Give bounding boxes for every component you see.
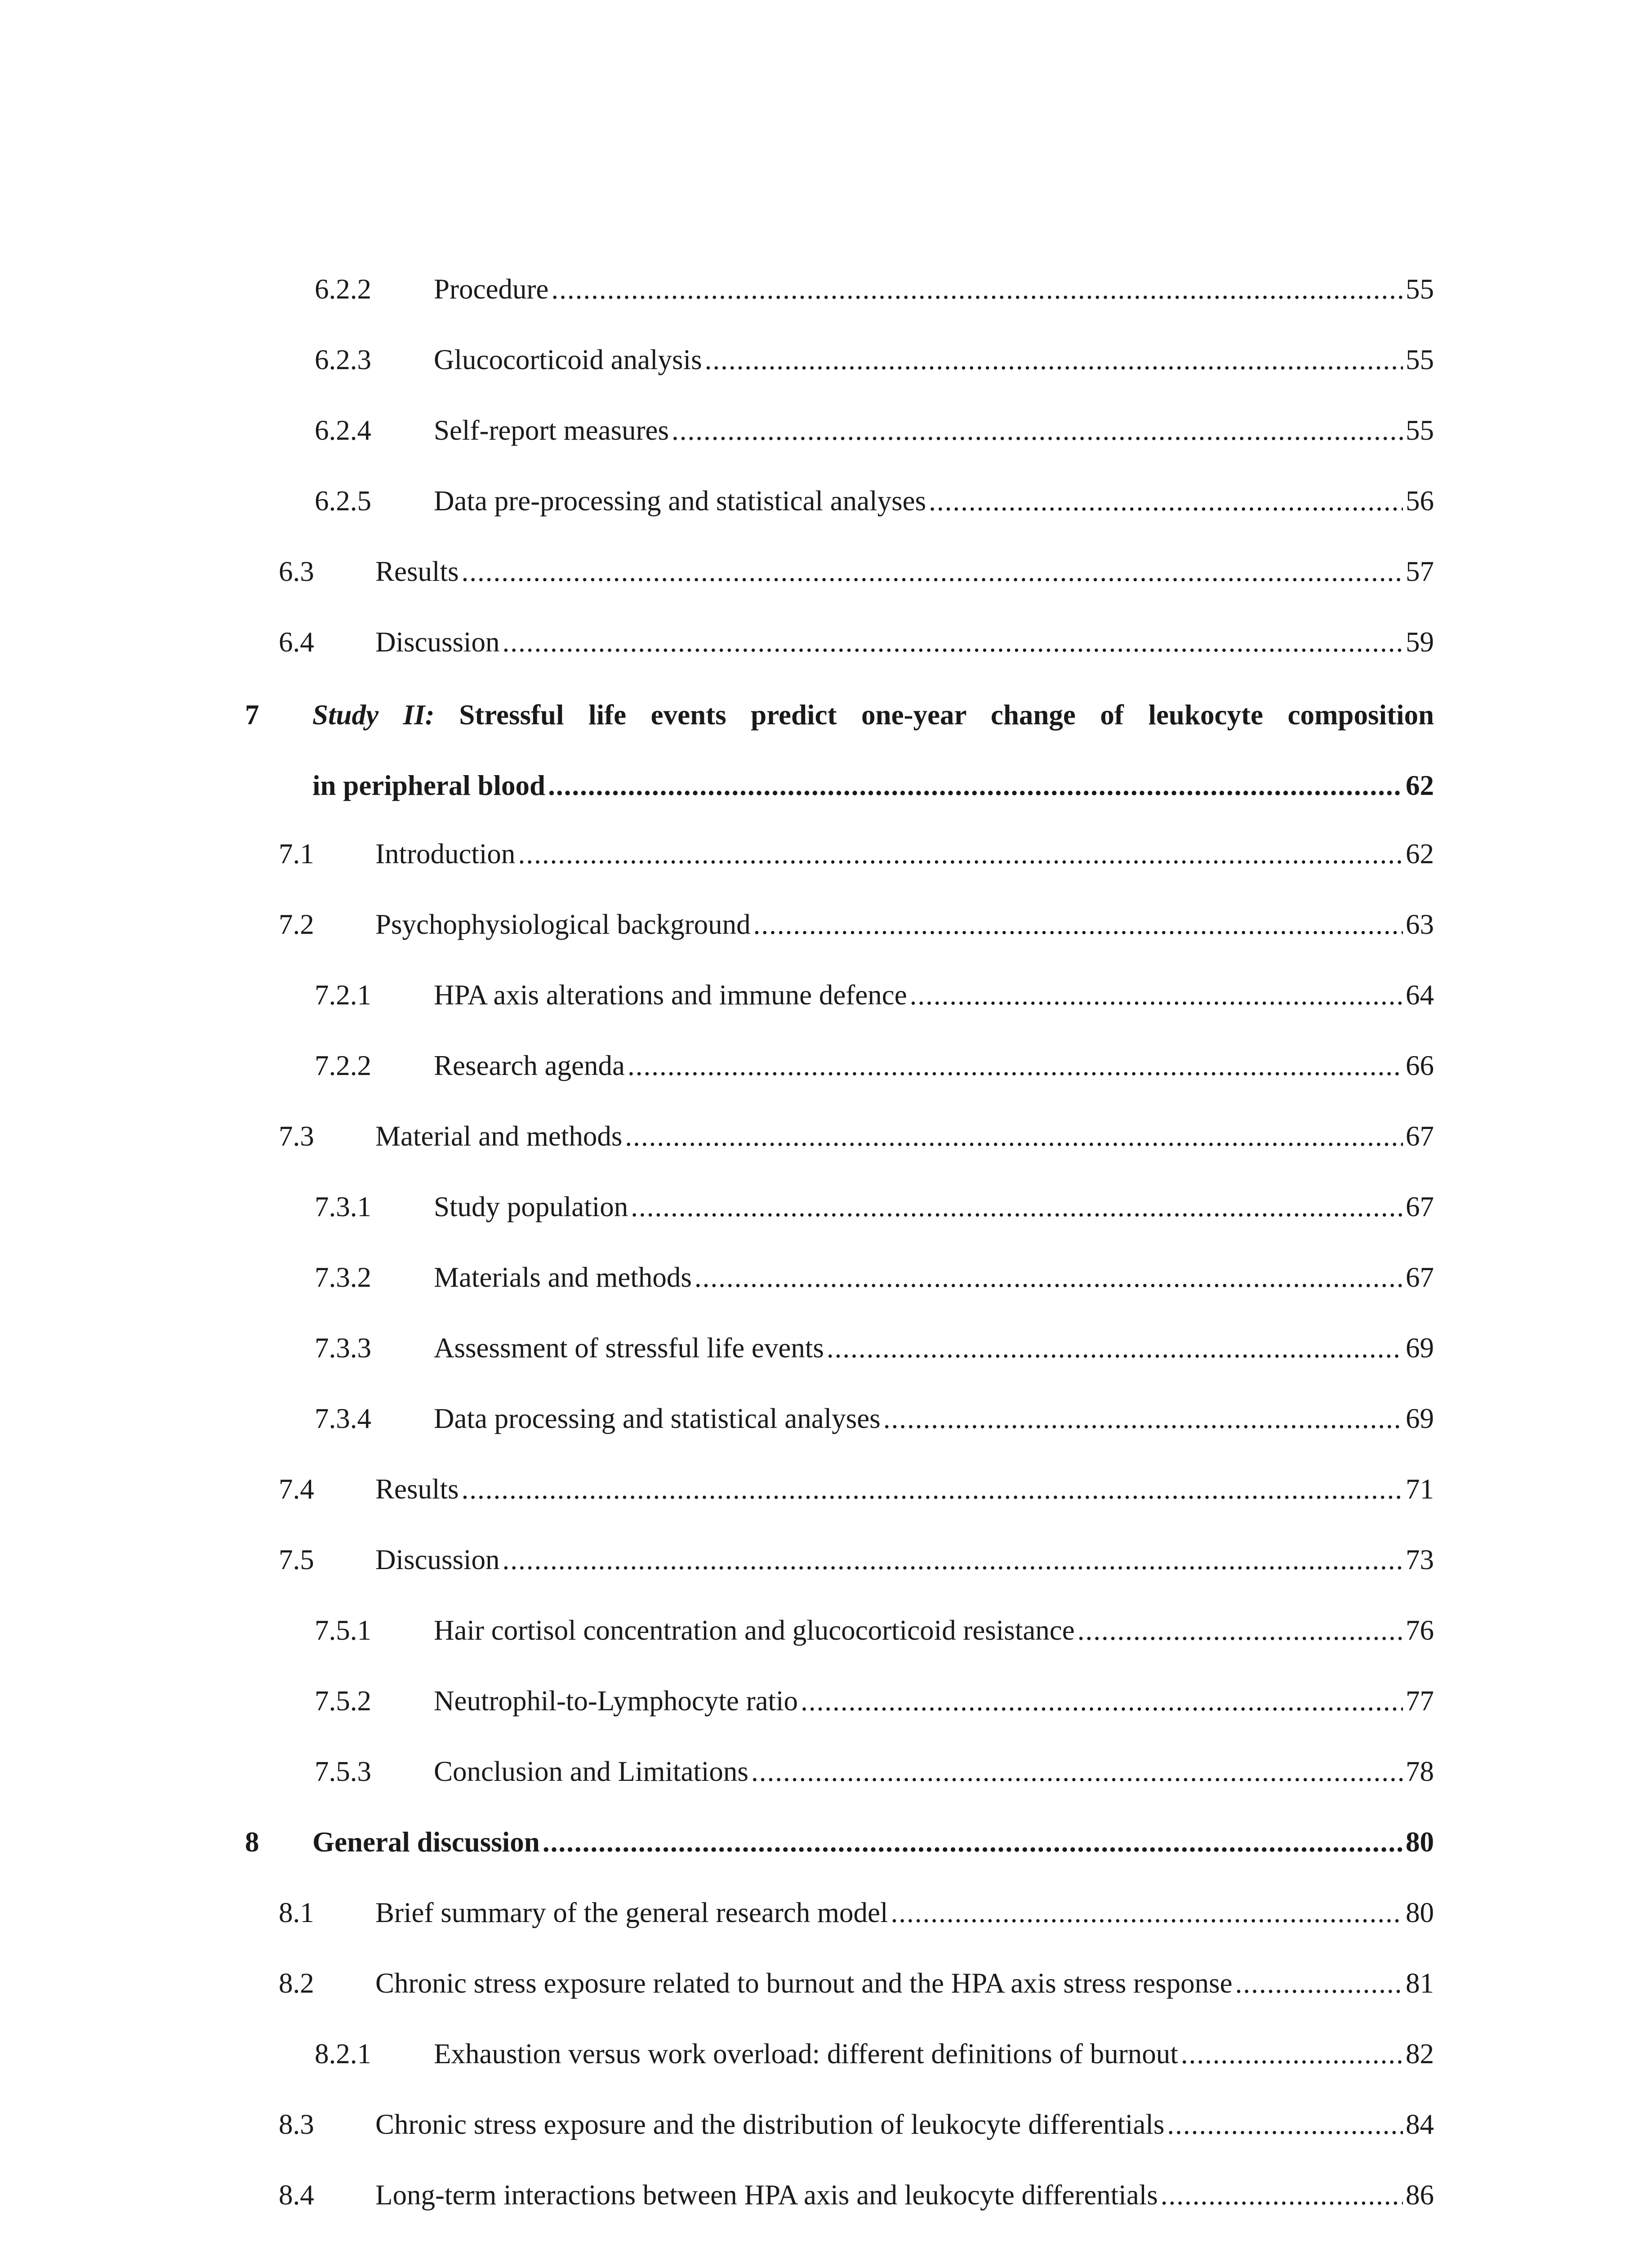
dot-leader: [705, 346, 1403, 374]
toc-chapter-8[interactable]: [245, 1818, 1434, 1889]
toc-entry-title: Exhaustion versus work overload: different definitions of burnout: [434, 2038, 1178, 2070]
toc-entry-title: Self-report measures: [434, 415, 669, 446]
dot-leader: [1167, 2110, 1403, 2139]
toc-entry-7-5-1[interactable]: [245, 1606, 1434, 1677]
toc-entry-page: 71: [1406, 1473, 1434, 1505]
toc-chapter-number: 7: [245, 699, 259, 731]
toc-entry-number: 8.3: [279, 2109, 314, 2140]
dot-leader: [801, 1687, 1403, 1715]
toc-chapter-title-rest: Stressful life events predict one-year change of leukocyte composition: [459, 699, 1434, 731]
toc-entry-number: 7.2: [279, 909, 314, 940]
toc-entry-title: Chronic stress exposure related to burnout and the HPA axis stress response: [375, 1967, 1233, 1999]
toc-entry-7-1[interactable]: [245, 830, 1434, 901]
toc-entry-title: Data pre-processing and statistical analyses: [434, 485, 926, 517]
toc-entry-number: 7.5: [279, 1544, 314, 1575]
toc-entry-title: Conclusion and Limitations: [434, 1756, 748, 1787]
toc-entry-number: 7.2.2: [315, 1050, 371, 1081]
toc-entry-8-2-1[interactable]: [245, 2030, 1434, 2101]
toc-entry-8-1[interactable]: [245, 1889, 1434, 1959]
dot-leader: [910, 981, 1403, 1009]
table-of-contents: [245, 265, 1434, 2242]
toc-entry-number: 8.1: [279, 1897, 314, 1928]
toc-entry-8-3[interactable]: [245, 2101, 1434, 2171]
toc-entry-title: Results: [375, 1473, 459, 1505]
toc-entry-page: 67: [1406, 1262, 1434, 1293]
toc-entry-title: Assessment of stressful life events: [434, 1332, 824, 1364]
dot-leader: [695, 1263, 1403, 1292]
dot-leader: [631, 1193, 1403, 1221]
toc-entry-number: 7.1: [279, 838, 314, 870]
toc-entry-7-2-2[interactable]: [245, 1042, 1434, 1112]
toc-chapter-page: 80: [1406, 1826, 1434, 1858]
toc-entry-page: 73: [1406, 1544, 1434, 1575]
dot-leader: [462, 1475, 1403, 1503]
toc-entry-7-5-3[interactable]: [245, 1748, 1434, 1818]
toc-entry-title: Materials and methods: [434, 1262, 692, 1293]
toc-entry-number: 7.3.2: [315, 1262, 371, 1293]
toc-entry-page: 69: [1406, 1332, 1434, 1364]
toc-entry-number: 7.3.1: [315, 1191, 371, 1222]
toc-entry-page: 69: [1406, 1403, 1434, 1434]
toc-entry-page: 55: [1406, 344, 1434, 375]
toc-entry-title: HPA axis alterations and immune defence: [434, 979, 907, 1011]
toc-entry-number: 7.3.3: [315, 1332, 371, 1364]
toc-entry-8-4[interactable]: [245, 2171, 1434, 2242]
dot-leader: [1078, 1616, 1403, 1645]
toc-entry-page: 81: [1406, 1967, 1434, 1999]
toc-entry-number: 7.3: [279, 1120, 314, 1152]
toc-entry-title: Psychophysiological background: [375, 909, 751, 940]
toc-chapter-page: 62: [1406, 770, 1434, 801]
toc-entry-number: 7.5.2: [315, 1685, 371, 1717]
toc-entry-7-3-2[interactable]: [245, 1253, 1434, 1324]
toc-entry-number: 7.3.4: [315, 1403, 371, 1434]
toc-entry-6-2-3[interactable]: [245, 336, 1434, 406]
dot-leader: [625, 1122, 1403, 1151]
toc-entry-7-3-4[interactable]: [245, 1395, 1434, 1465]
toc-entry-title: Discussion: [375, 1544, 500, 1575]
dot-leader: [827, 1334, 1403, 1362]
dot-leader: [1235, 1969, 1403, 1998]
toc-entry-number: 6.3: [279, 556, 314, 587]
toc-entry-7-3-1[interactable]: [245, 1183, 1434, 1253]
toc-entry-7-4[interactable]: [245, 1465, 1434, 1536]
toc-entry-page: 76: [1406, 1615, 1434, 1646]
dot-leader: [672, 416, 1403, 445]
toc-entry-page: 86: [1406, 2179, 1434, 2211]
toc-entry-page: 64: [1406, 979, 1434, 1011]
toc-entry-6-2-4[interactable]: [245, 406, 1434, 477]
toc-entry-6-2-2[interactable]: [245, 265, 1434, 336]
toc-entry-number: 6.2.2: [315, 273, 371, 305]
toc-entry-number: 7.2.1: [315, 979, 371, 1011]
toc-entry-6-3[interactable]: [245, 548, 1434, 618]
toc-entry-page: 66: [1406, 1050, 1434, 1081]
dot-leader: [1181, 2040, 1403, 2068]
toc-chapter-title-line2: in peripheral blood: [312, 770, 546, 801]
dot-leader: [503, 1546, 1403, 1574]
dot-leader: [628, 1052, 1403, 1080]
toc-entry-page: 67: [1406, 1191, 1434, 1222]
toc-entry-page: 80: [1406, 1897, 1434, 1928]
dot-leader: [543, 1828, 1403, 1856]
toc-entry-number: 6.2.3: [315, 344, 371, 375]
toc-chapter-title: General discussion: [312, 1826, 540, 1858]
dot-leader: [751, 1757, 1403, 1786]
toc-entry-title: Long-term interactions between HPA axis and leukocyte differentials: [375, 2179, 1158, 2211]
toc-entry-page: 62: [1406, 838, 1434, 870]
toc-entry-page: 84: [1406, 2109, 1434, 2140]
dot-leader: [883, 1405, 1403, 1433]
dot-leader: [503, 628, 1403, 656]
toc-entry-7-5[interactable]: [245, 1536, 1434, 1606]
toc-entry-7-3-3[interactable]: [245, 1324, 1434, 1395]
dot-leader: [753, 910, 1403, 939]
toc-entry-6-2-5[interactable]: [245, 477, 1434, 548]
toc-entry-7-2[interactable]: [245, 901, 1434, 971]
toc-entry-title: Results: [375, 556, 459, 587]
toc-entry-title: Neutrophil-to-Lymphocyte ratio: [434, 1685, 798, 1717]
dot-leader: [462, 558, 1403, 586]
toc-entry-page: 56: [1406, 485, 1434, 517]
toc-entry-page: 55: [1406, 415, 1434, 446]
toc-entry-7-3[interactable]: [245, 1112, 1434, 1183]
dot-leader: [891, 1899, 1403, 1927]
toc-entry-number: 8.4: [279, 2179, 314, 2211]
toc-entry-number: 6.2.5: [315, 485, 371, 517]
toc-entry-page: 55: [1406, 273, 1434, 305]
toc-entry-number: 7.5.1: [315, 1615, 371, 1646]
dot-leader: [518, 840, 1403, 868]
toc-entry-6-4[interactable]: [245, 618, 1434, 689]
toc-entry-7-5-2[interactable]: [245, 1677, 1434, 1748]
toc-entry-page: 82: [1406, 2038, 1434, 2070]
dot-leader: [1161, 2181, 1403, 2209]
toc-entry-title: Introduction: [375, 838, 516, 870]
toc-chapter-title-italic: Study II:: [312, 699, 435, 731]
toc-entry-page: 63: [1406, 909, 1434, 940]
toc-entry-number: 6.2.4: [315, 415, 371, 446]
toc-entry-page: 59: [1406, 626, 1434, 658]
toc-entry-number: 8.2: [279, 1967, 314, 1999]
toc-entry-page: 77: [1406, 1685, 1434, 1717]
toc-entry-7-2-1[interactable]: [245, 971, 1434, 1042]
toc-entry-title: Brief summary of the general research model: [375, 1897, 888, 1928]
toc-chapter-number: 8: [245, 1826, 259, 1858]
toc-entry-title: Procedure: [434, 273, 549, 305]
toc-entry-number: 7.4: [279, 1473, 314, 1505]
toc-entry-title: Glucocorticoid analysis: [434, 344, 702, 375]
dot-leader: [548, 769, 1403, 802]
toc-entry-page: 57: [1406, 556, 1434, 587]
dot-leader: [551, 275, 1403, 303]
toc-entry-title: Data processing and statistical analyses: [434, 1403, 881, 1434]
toc-entry-title: Chronic stress exposure and the distribution of leukocyte differentials: [375, 2109, 1165, 2140]
toc-entry-title: Research agenda: [434, 1050, 625, 1081]
toc-chapter-7[interactable]: [245, 689, 1434, 830]
toc-entry-number: 7.5.3: [315, 1756, 371, 1787]
toc-entry-page: 67: [1406, 1120, 1434, 1152]
toc-entry-8-2[interactable]: [245, 1959, 1434, 2030]
toc-entry-title: Discussion: [375, 626, 500, 658]
toc-entry-number: 8.2.1: [315, 2038, 371, 2070]
toc-entry-title: Hair cortisol concentration and glucocorticoid resistance: [434, 1615, 1075, 1646]
toc-entry-title: Material and methods: [375, 1120, 623, 1152]
toc-entry-page: 78: [1406, 1756, 1434, 1787]
dot-leader: [929, 487, 1403, 515]
toc-entry-title: Study population: [434, 1191, 628, 1222]
toc-entry-number: 6.4: [279, 626, 314, 658]
toc-chapter-title-line1: [312, 699, 1434, 731]
